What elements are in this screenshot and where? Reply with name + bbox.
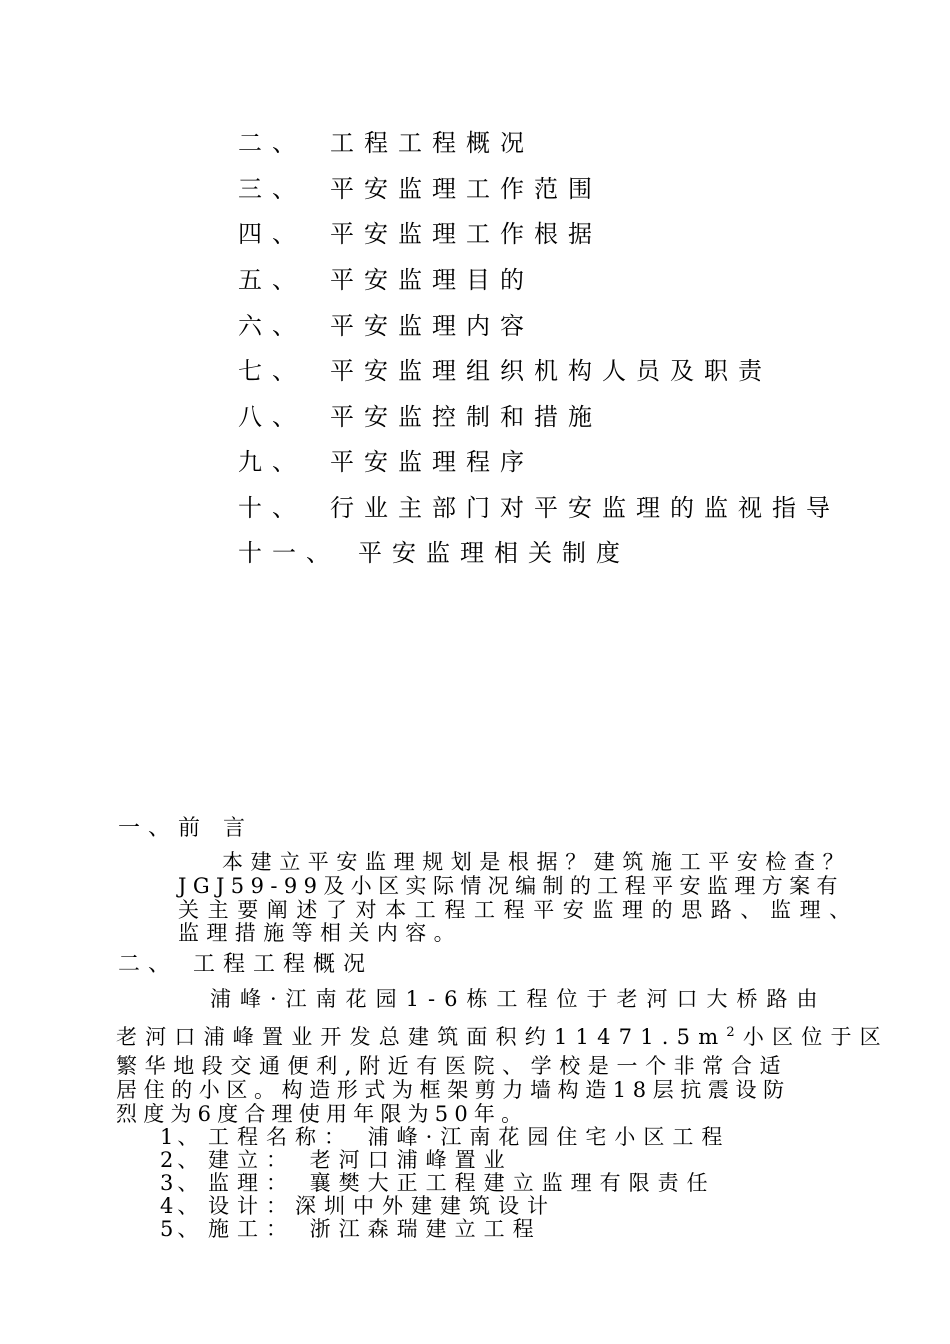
- toc-item: [238, 493, 840, 523]
- toc-item-number: 四、: [238, 220, 306, 248]
- list-item-number: 5、: [160, 1217, 203, 1241]
- list-item-text: 建立： 老河口浦峰置业: [208, 1148, 513, 1172]
- list-item-number: 2、: [160, 1148, 203, 1172]
- toc-item-number: 二、: [238, 129, 306, 157]
- toc-item-number: 三、: [238, 175, 306, 203]
- toc-item: [238, 128, 534, 158]
- overview-line: 烈度为6度合理使用年限为50年。: [116, 1102, 529, 1126]
- preface-line: 关主要阐述了对本工程工程平安监理的思路、监理、: [178, 898, 859, 922]
- overview-line: 繁华地段交通便利,附近有医院、学校是一个非常合适: [116, 1054, 789, 1078]
- toc-item-title: 平安监控制和措施: [330, 403, 602, 431]
- toc-item-number: 九、: [238, 448, 306, 476]
- toc-item: [238, 447, 534, 477]
- list-item-number: 3、: [160, 1171, 203, 1195]
- preface-line: 监理措施等相关内容。: [178, 921, 462, 945]
- toc-item-title: 平安监理目的: [330, 266, 534, 294]
- overview-line: 浦峰·江南花园1-6栋工程位于老河口大桥路由: [210, 987, 827, 1011]
- toc-item-title: 平安监理程序: [330, 448, 534, 476]
- toc-item-number: 十一、: [238, 539, 340, 567]
- toc-item-title: 平安监理工作根据: [330, 220, 602, 248]
- overview-line-tail: 小区位于区: [742, 1025, 889, 1049]
- preface-line-text: 本建立平安监理规划是根据？建筑施工平安检查？: [222, 850, 852, 874]
- list-item-number: 1、: [160, 1125, 203, 1149]
- overview-line: [116, 1020, 889, 1050]
- section-heading-overview: 二、 工程工程概况: [118, 952, 373, 977]
- superscript: 2: [726, 1025, 743, 1040]
- list-item-text: 设计：深圳中外建建筑设计: [208, 1194, 556, 1218]
- toc-item-title: 平安监理内容: [330, 312, 534, 340]
- toc-item-title: 行业主部门对平安监理的监视指导: [330, 494, 840, 522]
- toc-item-number: 七、: [238, 357, 306, 385]
- toc-item-title: 平安监理组织机构人员及职责: [330, 357, 772, 385]
- preface-line: [222, 849, 862, 875]
- toc-item: [238, 265, 534, 295]
- list-item-text: 施工： 浙江森瑞建立工程: [208, 1217, 542, 1241]
- toc-item: [238, 356, 772, 386]
- toc-item: [238, 538, 630, 568]
- overview-line-text: 老河口浦峰置业开发总建筑面积约11471.5m: [116, 1025, 727, 1049]
- preface-line: JGJ59-99及小区实际情况编制的工程平安监理方案有: [178, 874, 844, 898]
- toc-item-title: 平安监理工作范围: [330, 175, 602, 203]
- toc-item: [238, 174, 602, 204]
- overview-line: 居住的小区。构造形式为框架剪力墙构造18层抗震设防: [116, 1078, 791, 1102]
- toc-item-number: 八、: [238, 403, 306, 431]
- toc-item: [238, 402, 602, 432]
- toc-item-title: 工程工程概况: [330, 129, 534, 157]
- toc-item-number: 六、: [238, 312, 306, 340]
- list-item-text: 监理： 襄樊大正工程建立监理有限责任: [208, 1171, 716, 1195]
- toc-item: [238, 311, 534, 341]
- toc-item-title: 平安监理相关制度: [358, 539, 630, 567]
- toc-item: [238, 219, 602, 249]
- toc-item-number: 五、: [238, 266, 306, 294]
- list-item-number: 4、: [160, 1194, 203, 1218]
- list-item-text: 工程名称： 浦峰·江南花园住宅小区工程: [208, 1125, 731, 1149]
- list-item: [160, 1216, 542, 1242]
- section-heading-preface: 一、前 言: [118, 816, 253, 841]
- toc-item-number: 十、: [238, 494, 306, 522]
